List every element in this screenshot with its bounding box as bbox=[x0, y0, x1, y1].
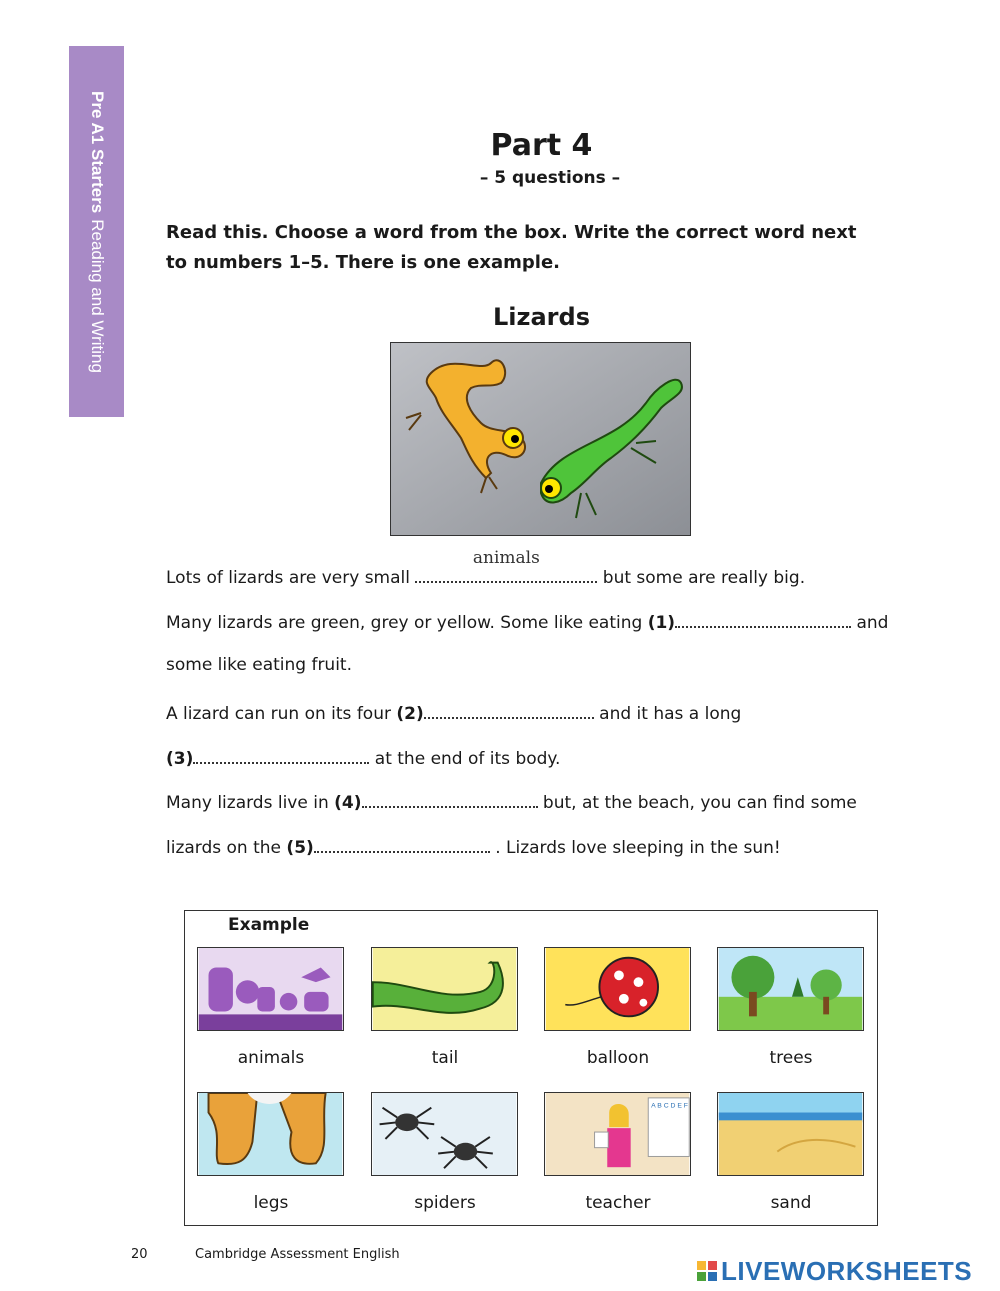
story-line-3: some like eating fruit. bbox=[166, 655, 353, 675]
story-line-5 bbox=[166, 746, 560, 769]
story-line-2 bbox=[166, 610, 888, 633]
story-text: Many lizards live in bbox=[166, 793, 329, 813]
story-text: at the end of its body. bbox=[374, 749, 561, 769]
word-legs: legs bbox=[253, 1193, 289, 1213]
story-text: A lizard can run on its four bbox=[166, 704, 391, 724]
word-box bbox=[184, 910, 878, 1226]
animals-picture bbox=[197, 947, 344, 1031]
brand-name: LIVEWORKSHEETS bbox=[721, 1255, 973, 1286]
story-heading: Lizards bbox=[493, 303, 590, 331]
word-trees: trees bbox=[769, 1048, 813, 1068]
side-tab-paper: Reading and Writing bbox=[87, 218, 107, 373]
story-line-1 bbox=[166, 548, 806, 588]
balloon-picture bbox=[544, 947, 691, 1031]
answer-2-blank[interactable] bbox=[424, 701, 594, 719]
word-animals: animals bbox=[237, 1048, 305, 1068]
story-text: Lots of lizards are very small bbox=[166, 568, 410, 588]
trees-picture bbox=[717, 947, 864, 1031]
lizards-illustration bbox=[390, 342, 691, 536]
question-5-number: (5) bbox=[286, 838, 314, 858]
word-sand: sand bbox=[770, 1193, 812, 1213]
word-balloon: balloon bbox=[586, 1048, 650, 1068]
question-1-number: (1) bbox=[647, 613, 676, 633]
word-teacher: teacher bbox=[585, 1193, 651, 1213]
spiders-picture bbox=[371, 1092, 518, 1176]
story-text: but some are really big. bbox=[602, 568, 806, 588]
tail-picture bbox=[371, 947, 518, 1031]
page-number: 20 bbox=[131, 1247, 148, 1262]
side-tab-level: Pre A1 Starters bbox=[87, 90, 107, 213]
story-line-7 bbox=[166, 835, 781, 858]
board-letters: A B C D E F bbox=[651, 1102, 688, 1110]
example-label: Example bbox=[228, 915, 310, 935]
instruction: Read this. Choose a word from the box. Write the correct word next to numbers 1–5. There is one example. bbox=[166, 222, 857, 273]
story-text: Many lizards are green, grey or yellow. Some like eating bbox=[166, 613, 643, 633]
answer-3-blank[interactable] bbox=[193, 746, 369, 764]
story-text: and it has a long bbox=[599, 704, 742, 724]
answer-4-blank[interactable] bbox=[362, 790, 538, 808]
question-3-number: (3) bbox=[166, 749, 194, 769]
story-text: lizards on the bbox=[166, 838, 282, 858]
page-subtitle: – 5 questions – bbox=[479, 168, 621, 188]
liveworksheets-logo[interactable] bbox=[697, 1256, 972, 1286]
publisher: Cambridge Assessment English bbox=[195, 1247, 400, 1262]
question-2-number: (2) bbox=[396, 704, 424, 724]
page-title: Part 4 bbox=[490, 128, 593, 163]
teacher-picture bbox=[544, 1092, 691, 1176]
story-text: . Lizards love sleeping in the sun! bbox=[495, 838, 781, 858]
story-text: but, at the beach, you can find some bbox=[542, 793, 857, 813]
liveworksheets-logo-icon bbox=[697, 1261, 717, 1281]
answer-1-blank[interactable] bbox=[675, 610, 851, 628]
story-text: and bbox=[856, 613, 889, 633]
story-line-6 bbox=[166, 790, 857, 813]
legs-picture bbox=[197, 1092, 344, 1176]
side-tab bbox=[69, 46, 124, 417]
question-4-number: (4) bbox=[334, 793, 362, 813]
sand-picture bbox=[717, 1092, 864, 1176]
answer-5-blank[interactable] bbox=[314, 835, 490, 853]
example-answer: animals bbox=[472, 548, 540, 568]
story-line-4 bbox=[166, 701, 741, 724]
word-spiders: spiders bbox=[414, 1193, 476, 1213]
word-tail: tail bbox=[431, 1048, 459, 1068]
example-blank bbox=[415, 548, 597, 583]
